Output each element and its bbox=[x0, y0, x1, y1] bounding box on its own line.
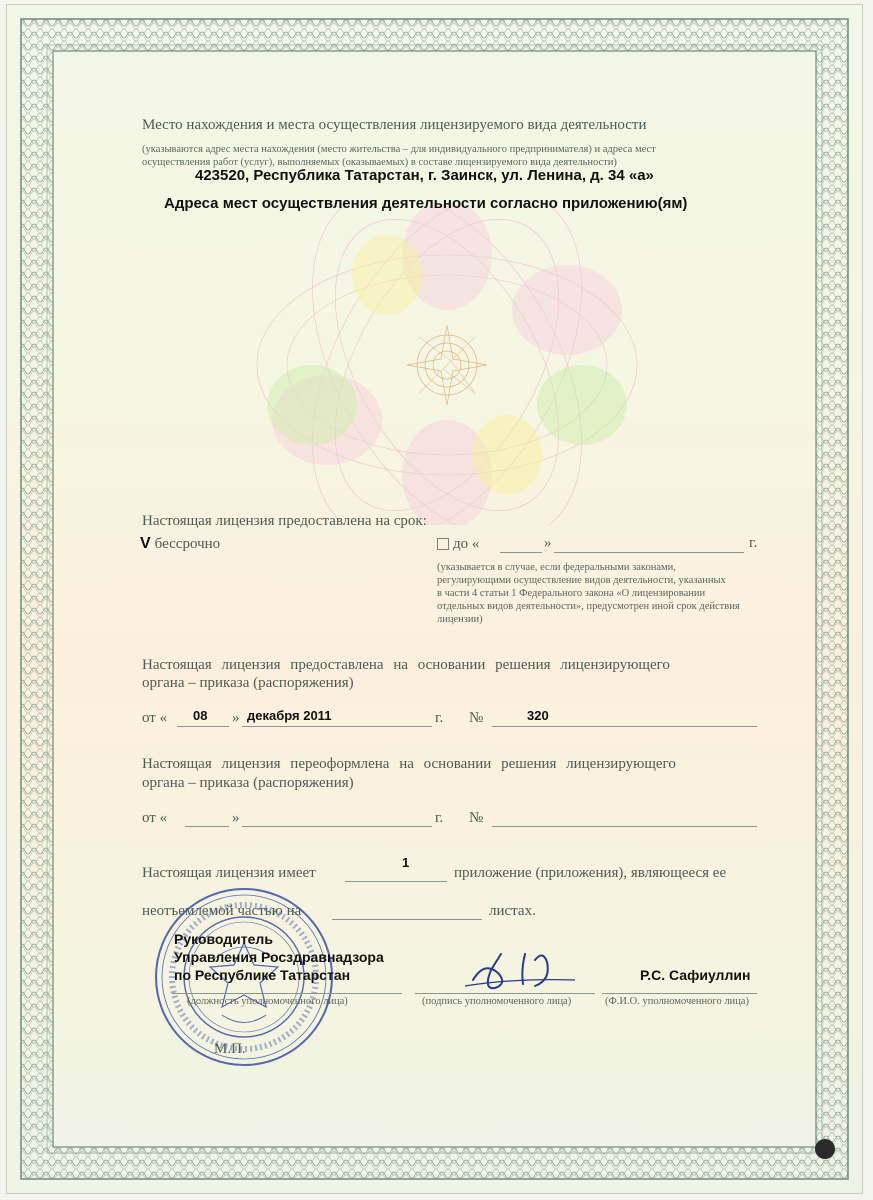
basis-day: 08 bbox=[193, 708, 208, 723]
punch-hole bbox=[815, 1139, 835, 1159]
appendix-count-line bbox=[345, 881, 447, 882]
reissue-date-line bbox=[242, 826, 432, 827]
basis-year-suffix: г. bbox=[435, 710, 444, 726]
until-option bbox=[437, 535, 479, 553]
handwritten-signature bbox=[465, 940, 605, 1000]
rosette-watermark bbox=[237, 205, 657, 525]
indefinite-label: бессрочно bbox=[154, 536, 221, 552]
until-label: до « bbox=[453, 536, 480, 552]
caption-position: (должность уполномоченного лица) bbox=[187, 996, 348, 1007]
signer-name: Р.С. Сафиуллин bbox=[640, 967, 751, 983]
until-year-suffix: г. bbox=[749, 535, 758, 551]
basis-line2: органа – приказа (распоряжения) bbox=[142, 675, 354, 691]
until-mid: » bbox=[544, 535, 552, 551]
term-note-line2: регулирующими осуществление видов деятельности, указанных bbox=[437, 575, 726, 586]
appendix-prefix: Настоящая лицензия имеет bbox=[142, 865, 316, 881]
location-note-line1: (указываются адрес места нахождения (место жительства – для индивидуального предпринимателя) и адреса мест bbox=[142, 144, 656, 155]
basis-month-year: декабря 2011 bbox=[247, 708, 332, 723]
reissue-number-label: № bbox=[469, 810, 484, 826]
check-mark-icon: V bbox=[140, 535, 151, 552]
appendix-line2-suffix: листах. bbox=[489, 903, 536, 919]
term-note-line3: в части 4 статьи 1 Федерального закона «О лицензировании bbox=[437, 588, 706, 599]
appendix-suffix: приложение (приложения), являющееся ее bbox=[454, 865, 727, 881]
reissue-year-suffix: г. bbox=[435, 810, 444, 826]
activity-addresses: Адреса мест осуществления деятельности согласно приложению(ям) bbox=[164, 195, 688, 212]
seal-label: М.П. bbox=[214, 1041, 246, 1057]
until-date-line bbox=[554, 552, 744, 553]
reissue-from-label: от « bbox=[142, 810, 168, 826]
reissue-number-line bbox=[492, 826, 757, 827]
appendix-line2-prefix: неотъемлемой частью на bbox=[142, 903, 302, 919]
basis-number-line bbox=[492, 726, 757, 727]
caption-name: (Ф.И.О. уполномоченного лица) bbox=[605, 996, 749, 1007]
position-line bbox=[172, 993, 402, 994]
term-note-line1: (указывается в случае, если федеральными законами, bbox=[437, 562, 676, 573]
until-checkbox bbox=[437, 538, 449, 550]
reissue-mid: » bbox=[232, 810, 240, 826]
indefinite-option bbox=[140, 535, 220, 553]
basis-number: 320 bbox=[527, 708, 549, 723]
basis-line1: Настоящая лицензия предоставлена на основании решения лицензирующего bbox=[142, 657, 670, 673]
basis-mid: » bbox=[232, 710, 240, 726]
reissue-line2: органа – приказа (распоряжения) bbox=[142, 775, 354, 791]
signer-position-line2: Управления Росздравнадзора bbox=[174, 949, 384, 965]
caption-signature: (подпись уполномоченного лица) bbox=[422, 996, 572, 1007]
term-heading: Настоящая лицензия предоставлена на срок: bbox=[142, 513, 427, 529]
name-line bbox=[602, 993, 757, 994]
until-day-line bbox=[500, 552, 542, 553]
license-sheet bbox=[6, 4, 863, 1194]
reissue-day-line bbox=[185, 826, 229, 827]
term-note-line4: отдельных видов деятельности», предусмотрен иной срок действия bbox=[437, 601, 740, 612]
signer-position-line1: Руководитель bbox=[174, 931, 273, 947]
reissue-line1: Настоящая лицензия переоформлена на основании решения лицензирующего bbox=[142, 756, 676, 772]
location-note-line2: осуществления работ (услуг), выполняемых (оказываемых) в составе лицензируемого вида деятельности) bbox=[142, 157, 617, 168]
appendix-count: 1 bbox=[402, 855, 410, 870]
licensee-address: 423520, Республика Татарстан, г. Заинск, ул. Ленина, д. 34 «а» bbox=[195, 167, 654, 184]
signature-line bbox=[415, 993, 595, 994]
basis-date-line bbox=[242, 726, 432, 727]
signer-position-line3: по Республике Татарстан bbox=[174, 967, 351, 983]
location-heading: Место нахождения и места осуществления лицензируемого вида деятельности bbox=[142, 117, 647, 133]
basis-number-label: № bbox=[469, 710, 484, 726]
basis-day-line bbox=[177, 726, 229, 727]
term-note-line5: лицензии) bbox=[437, 614, 483, 625]
basis-from-label: от « bbox=[142, 710, 168, 726]
appendix-sheets-line bbox=[332, 919, 482, 920]
